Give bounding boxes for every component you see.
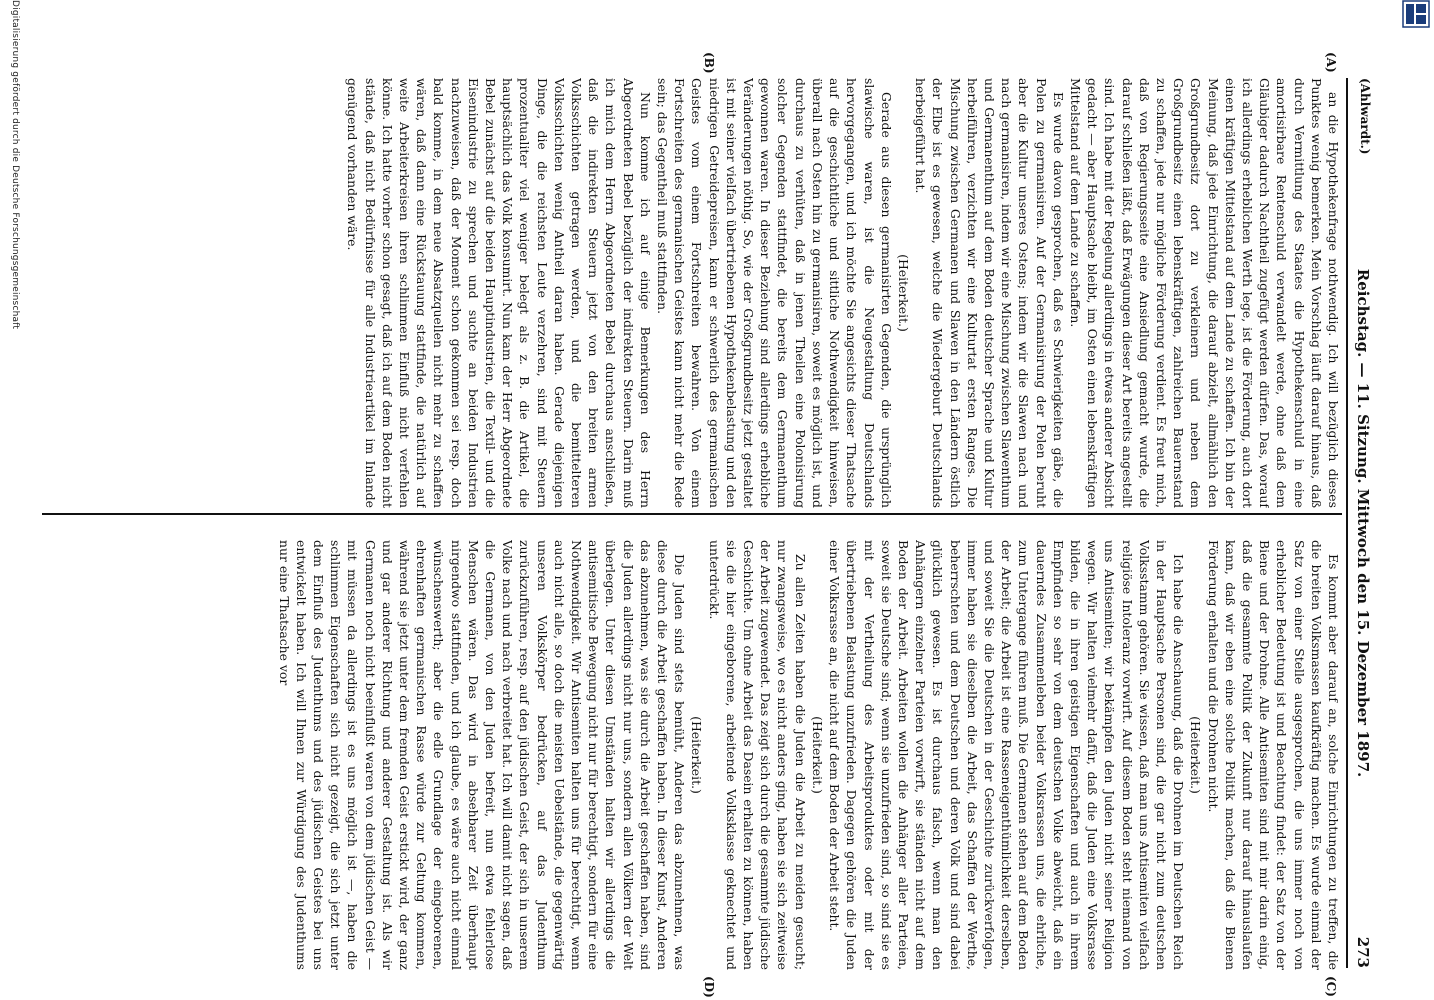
paragraph: Zu allen Zeiten haben die Juden die Arbeit zu meiden gesucht; nur zwangsweise, wo es nicht anders ging, haben sie sich zeitweise der Arbeit zugewendet. Das zeigt sich durch die gesammte jüdische Geschichte. Um ohne Arbeit das Dasein erhalten zu können, haben sie die hier eingeborene, arbeitende Volksklasse geknechtet und unterdrückt. xyxy=(706,540,808,970)
page-number: 273 xyxy=(1354,936,1372,968)
paragraph: Ich habe die Anschauung, daß die Drohnen im Deutschen Reich in der Hauptsache Personen sind, die gar nicht zum deutschen Volksstamm gehören. Sie wissen, daß man uns Antisemiten vielfach religiöse Intoleranz vorwirft. Auf diesem Boden steht niemand von uns Antisemiten; wir bekämpfen den Juden nicht seiner Religion wegen. Wir halten vielmehr dafür, daß die Juden eine Volksrasse bilden, die in ihren geistigen Eigenschaften und auch in ihrem Empfinden so sehr von dem deutschen Volke abweicht, daß ein dauerndes Zusammenleben beider Volksrassen uns, die ehrliche, zum Untergange führen muß. Die Germanen stehen auf dem Boden der Arbeit; die Arbeit ist eine Rasseneigenthümlichkeit derselben, und soweit Sie die Deutschen in der Geschichte zurückverfolgen, immer haben sie dieselben die Arbeit, das Schaffen der Werthe, beherrschten und dem Deutschen und deren Volk und sind dabei glücklich gewesen. Es ist durchaus falsch, wenn man den Anhängern einzelner Parteien vorwirft, sie ständen nicht auf dem Boden der Arbeit. Arbeiten wollen die Anhänger aller Parteien, soweit sie Deutsche sind; wenn sie unzufrieden sind, so sind sie es mit der Vertheilung des Arbeitsproduktes oder mit der übertriebenen Belastung unzufrieden. Dagegen gehören die Juden einer Volksrasse an, die nicht auf dem Boden der Arbeit steht. xyxy=(827,540,1187,970)
right-column xyxy=(42,540,1342,970)
marker-a: (A) xyxy=(1324,52,1338,73)
column-divider xyxy=(42,513,1342,515)
interjection: (Heiterkeit.) xyxy=(895,254,911,332)
paragraph: Es kommt aber darauf an, solche Einrichtungen zu treffen, die die breiten Volksmassen kaufkräftig machen. Es wurde einmal der Satz von einer Stelle ausgesprochen, die uns immer noch von erheblicher Bedeutung ist und Beachtung findet: der Satz von der Biene und der Drohne. Alle Antisemiten sind mit mir darin einig, daß die gesammte Politik der Zukunft nur darauf hinauslaufen kann, daß wir eben eine solche Politik machen, daß die Bienen Förderung erhalten und die Drohnen nicht. xyxy=(1205,540,1341,970)
margin-note xyxy=(0,0,20,1000)
dfg-logo-icon xyxy=(1402,0,1430,28)
interjection: (Heiterkeit.) xyxy=(689,716,705,794)
interjection: (Heiterkeit.) xyxy=(809,716,825,794)
paragraph: Nun komme ich auf einige Bemerkungen des Herrn Abgeordneten Bebel bezüglich der indirekten Steuern. Darin muß ich mich dem Herrn Abgeordneten Bebel durchaus anschließen, daß die indirekten Steuern jetzt von den breiten armen Volksschichten getragen werden, und die bemittelteren Volksschichten wenig Antheil daran haben. Gerade diejenigen Dinge, die die reichsten Leute verzehren, sind mit Steuern prozentualiter viel weniger belegt als z. B. die Artikel, die hauptsächlich das Volk konsumirt. Nun kam der Herr Abgeordnete Bebel zunächst auf die beiden Hauptindustrien, die Textil- und die Eisenindustrie zu sprechen und suchte an beiden Industrien nachzuweisen, daß der Moment schon gekommen sei resp. doch bald komme, in dem neue Absatzquellen nicht mehr zu schaffen wären, daß dann eine Rückstauung stattfinde, die natürlich auf weite Arbeiterkreisen ihren schlimmen Einfluß nicht verfehlen könne. Ich hatte vorher schon gesagt, daß ich auf dem Boden nicht stände, daß nicht Bedürfnisse für alle Industrieartikel im Inlande genügend vorhanden wäre. xyxy=(345,78,653,508)
marker-c: (C) xyxy=(1324,976,1338,997)
paragraph: Es wurde davon gesprochen, daß es Schwierigkeiten gäbe, die Polen zu germanisiren. Auf der Germanisirung der Polen beruht aber die Kultur unseres Ostens; indem wir die Slawen nach und nach germanisiren, indem wir eine Mischung zwischen Slawenthum und Germanenthum auf dem Boden deutscher Sprache und Kultur herbeiführen, verzichten wir eine Kulturtat ersten Ranges. Die Mischung zwischen Germanen und Slawen in den Ländern östlich der Elbe ist es gewesen, welche die Wiedergeburt Deutschlands herbeigeführt hat. xyxy=(913,78,1066,508)
dfg-funding-note: Digitalisierung gefördert durch die Deutsche Forschungsgemeinschaft xyxy=(10,0,20,330)
paragraph: an die Hypothekenfrage nothwendig. Ich will bezüglich dieses Punktes wenig bemerken. Mein Vorschlag läuft darauf hinaus, daß durch Vermittlung des Staates die Hypothekenschuld in eine amortisirbare Rentenschuld verwandelt werde, ohne daß dem Gläubiger dadurch Nachtheil zugefügt werden dürfen. Das, worauf ich allerdings erheblichen Werth lege, ist die Förderung, auch dort einen kräftigen Mittelstand auf dem Lande zu schaffen. Ich bin der Meinung, daß jede Einrichtung, die darauf abzielt, allmählich den Großgrundbesitz dort zu verkleinern und neben dem Großgrundbesitz einen lebenskräftigen, zahlreichen Bauernstand zu schaffen, jede nur mögliche Förderung verdient. Es freut mich, daß von Regierungsseite eine Ansiedlung gemacht wurde, die darauf schließen läßt, daß Erwägungen dieser Art bereits angestellt sind. Ich habe mit der Regelung allerdings in etwas anderer Absicht gedacht — aber Hauptsache bleibt, im Osten einen lebenskräftigen Mittelstand auf dem Lande zu schaffen. xyxy=(1067,78,1341,508)
header-rule xyxy=(1346,78,1348,968)
left-column xyxy=(42,78,1342,508)
page-header xyxy=(1348,78,1372,968)
page-title: Reichstag. — 11. Sitzung. Mittwoch den 15. Dezember 1897. xyxy=(1354,268,1372,778)
speaker-name: (Ahlwardt.) xyxy=(1358,78,1372,155)
paragraph: Gerade aus diesen germanisirten Gegenden, die ursprünglich slawische waren, ist die Neugestaltung Deutschlands hervorgegangen, und ich möchte Sie angesichts dieser Thatsache auf die geschichtliche und sittliche Nothwendigkeit hinweisen, überall nach Osten hin zu germanisiren, soweit es möglich ist, und durchaus zu verhüten, daß in jenen Theilen eine Polonisirung solcher Gegenden stattfindet, die bereits dem Germanenthum gewonnen waren. In dieser Beziehung sind allerdings erhebliche Veränderungen nöthig. So, wie der Großgrundbesitz jetzt gestaltet ist mit seiner vielfach übertriebenen Hypothekenbelastung und den niedrigen Getreidepreisen, kann er schwerlich des germanischen Geistes vom einem Fortschreiten bewahren. Von einem Fortschreiten des germanischen Geistes kann nicht mehr die Rede sein; das Gegentheil muß stattfinden. xyxy=(655,78,894,508)
interjection: (Heiterkeit.) xyxy=(1188,716,1204,794)
marker-d: (D) xyxy=(702,976,716,998)
marker-b: (B) xyxy=(702,52,716,74)
paragraph: Die Juden sind stets bemüht, Anderen das abzunehmen, was diese durch die Arbeit geschaffen haben. In dieser Kunst, Anderen das abzunehmen, was sie durch die Arbeit geschaffen haben, sind die Juden allerdings nicht nur uns, sondern allen Völkern der Welt überlegen. Unter diesen Umständen halten wir allerdings die antisemitische Bewegung nicht nur für berechtigt, sondern für eine Nothwendigkeit. Wir Antisemiten halten uns für berechtigt, wenn auch nicht alle, so doch die meisten Uebelstände, die gegenwärtig unseren Volkskörper bedrücken, auf das Judenthum zurückzuführen, resp. auf den jüdischen Geist, der sich in unserem Volke nach und nach verbreitet hat. Ich will damit nicht sagen, daß die Germanen, von den Juden befreit, nun etwa fehlerlose Menschen wären. Das wird in absehbarer Zeit überhaupt nirgendwo stattfinden, und ich glaube, es wäre auch nicht einmal wünschenswerth; aber die edle Grundlage der eingeborenen, ehrenhaften germanischen Rasse würde zur Geltung kommen, während sie jetzt unter dem fremden Geist erstickt wird, der ganz und gar anderer Richtung und anderer Gestaltung ist. Als wir Germanen noch nicht beeinflußt waren von dem jüdischen Geist — mit müssen da allerdings ist es uns möglich ist —, haben die schlimmen Eigenschaften sich nicht gezeigt, die sich jetzt unter dem Einfluß des Judenthums und des jüdischen Geistes bei uns entwickelt haben. Ich will Ihnen zur Würdigung des Judenthums nur eine Thatsache vor xyxy=(276,540,688,970)
